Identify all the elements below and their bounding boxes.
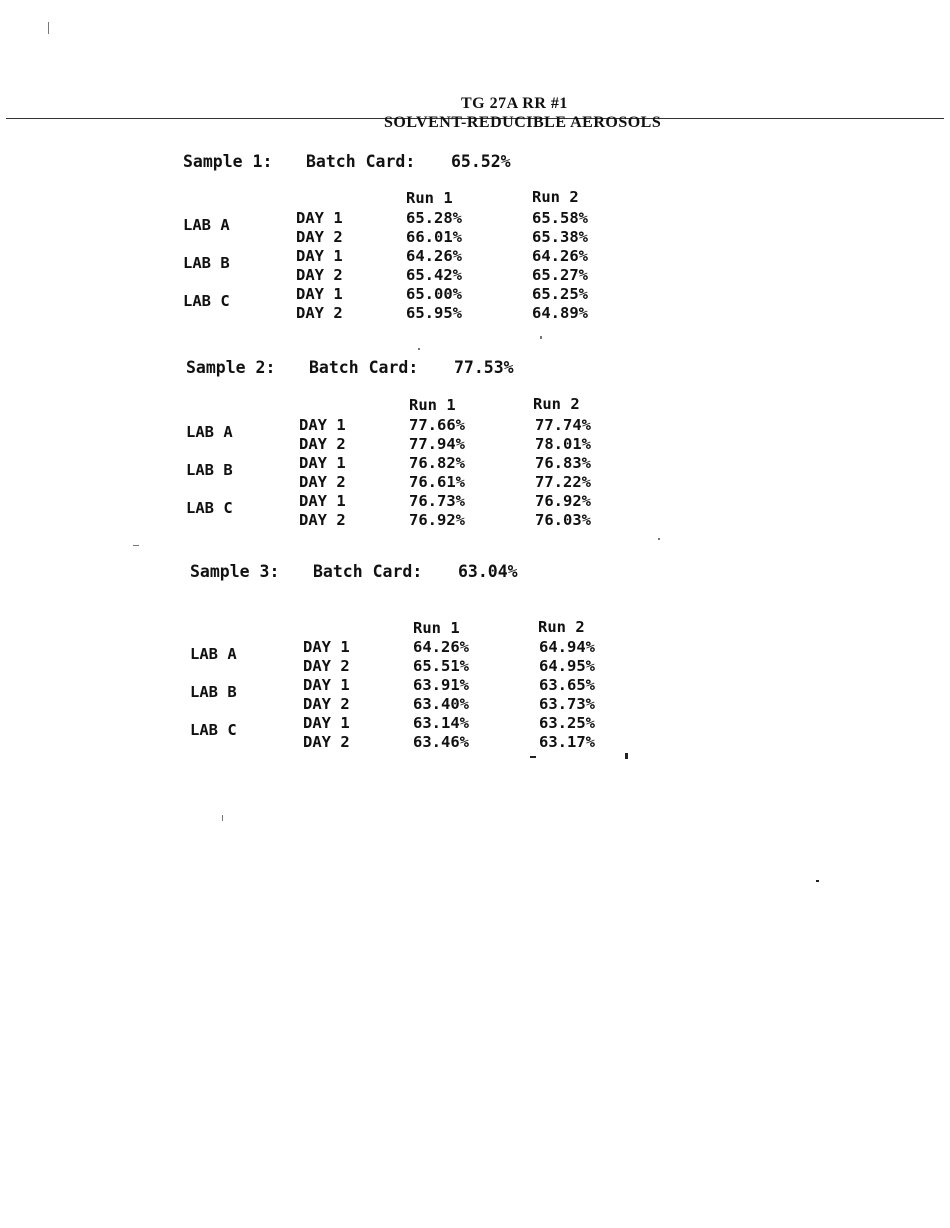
run-2-value: 65.58% — [532, 209, 588, 227]
scan-speck — [133, 545, 139, 546]
scan-speck — [530, 756, 536, 758]
sample-3-label: Sample 3: — [190, 562, 280, 581]
sample-2-batch-value: 77.53% — [454, 358, 514, 377]
day-label: DAY 1 — [296, 247, 343, 265]
run-2-value: 63.25% — [539, 714, 595, 732]
run-2-value: 65.25% — [532, 285, 588, 303]
table-row — [186, 511, 706, 530]
day-label: DAY 1 — [299, 416, 346, 434]
run-1-value: 64.26% — [406, 247, 462, 265]
lab-label: LAB A — [186, 423, 233, 441]
day-label: DAY 2 — [303, 657, 350, 675]
day-label: DAY 2 — [296, 266, 343, 284]
day-label: DAY 1 — [296, 209, 343, 227]
run-2-value: 76.83% — [535, 454, 591, 472]
table-row — [190, 714, 710, 739]
sample-1-header — [183, 152, 511, 171]
lab-label: LAB A — [183, 216, 230, 234]
run-1-value: 65.51% — [413, 657, 469, 675]
run-1-value: 64.26% — [413, 638, 469, 656]
day-label: DAY 1 — [299, 454, 346, 472]
day-label: DAY 1 — [303, 714, 350, 732]
table-row — [183, 266, 703, 285]
table-row — [190, 695, 710, 714]
run-1-value: 63.91% — [413, 676, 469, 694]
day-label: DAY 2 — [299, 473, 346, 491]
run-1-value: 77.66% — [409, 416, 465, 434]
scan-speck — [816, 880, 819, 882]
run-2-value: 65.38% — [532, 228, 588, 246]
table-row — [183, 228, 703, 247]
run-2-value: 65.27% — [532, 266, 588, 284]
run-1-value: 77.94% — [409, 435, 465, 453]
table-row — [190, 638, 710, 663]
document-subtitle: SOLVENT-REDUCIBLE AEROSOLS — [384, 114, 662, 131]
table-row — [183, 285, 703, 310]
run-1-value: 76.73% — [409, 492, 465, 510]
sample-1-run-1-header: Run 1 — [406, 189, 453, 207]
scan-speck — [418, 348, 420, 350]
sample-3-header — [190, 562, 518, 581]
sample-2-label: Sample 2: — [186, 358, 276, 377]
table-row — [190, 676, 710, 701]
run-1-value: 65.00% — [406, 285, 462, 303]
run-1-value: 76.82% — [409, 454, 465, 472]
run-2-value: 64.95% — [539, 657, 595, 675]
table-row — [183, 247, 703, 272]
lab-label: LAB C — [186, 499, 233, 517]
lab-label: LAB C — [183, 292, 230, 310]
table-row — [186, 454, 706, 479]
sample-2-run-2-header: Run 2 — [533, 395, 580, 413]
lab-label: LAB B — [190, 683, 237, 701]
sample-3-run-1-header: Run 1 — [413, 619, 460, 637]
sample-2-run-1-header: Run 1 — [409, 396, 456, 414]
scan-speck — [48, 22, 49, 34]
day-label: DAY 2 — [296, 228, 343, 246]
run-2-value: 63.17% — [539, 733, 595, 751]
scan-speck — [222, 815, 223, 821]
run-1-value: 65.95% — [406, 304, 462, 322]
sample-1-label: Sample 1: — [183, 152, 273, 171]
sample-1-batch-label: Batch Card: — [306, 152, 416, 171]
lab-label: LAB B — [186, 461, 233, 479]
run-1-value: 63.14% — [413, 714, 469, 732]
day-label: DAY 1 — [299, 492, 346, 510]
lab-label: LAB B — [183, 254, 230, 272]
table-row — [186, 473, 706, 492]
run-1-value: 76.92% — [409, 511, 465, 529]
sample-3-run-2-header: Run 2 — [538, 618, 585, 636]
sample-1-batch-value: 65.52% — [451, 152, 511, 171]
sample-2-batch-label: Batch Card: — [309, 358, 419, 377]
lab-label: LAB A — [190, 645, 237, 663]
day-label: DAY 1 — [303, 676, 350, 694]
run-2-value: 63.73% — [539, 695, 595, 713]
table-row — [190, 733, 710, 752]
day-label: DAY 1 — [303, 638, 350, 656]
day-label: DAY 2 — [299, 435, 346, 453]
run-2-value: 64.89% — [532, 304, 588, 322]
table-row — [186, 416, 706, 441]
run-2-value: 63.65% — [539, 676, 595, 694]
table-row — [186, 492, 706, 517]
table-row — [183, 209, 703, 234]
sample-2-header — [186, 358, 514, 377]
sample-3-batch-value: 63.04% — [458, 562, 518, 581]
run-2-value: 76.92% — [535, 492, 591, 510]
run-2-value: 77.74% — [535, 416, 591, 434]
sample-1-run-2-header: Run 2 — [532, 188, 579, 206]
day-label: DAY 2 — [303, 733, 350, 751]
day-label: DAY 1 — [296, 285, 343, 303]
run-1-value: 66.01% — [406, 228, 462, 246]
scan-speck — [658, 538, 660, 540]
run-2-value: 64.94% — [539, 638, 595, 656]
run-2-value: 64.26% — [532, 247, 588, 265]
run-2-value: 77.22% — [535, 473, 591, 491]
table-row — [186, 435, 706, 454]
table-row — [183, 304, 703, 323]
scan-speck — [625, 753, 628, 759]
table-row — [190, 657, 710, 676]
run-2-value: 78.01% — [535, 435, 591, 453]
run-1-value: 76.61% — [409, 473, 465, 491]
run-1-value: 65.42% — [406, 266, 462, 284]
day-label: DAY 2 — [299, 511, 346, 529]
lab-label: LAB C — [190, 721, 237, 739]
run-1-value: 65.28% — [406, 209, 462, 227]
scan-speck — [540, 336, 542, 339]
day-label: DAY 2 — [303, 695, 350, 713]
run-2-value: 76.03% — [535, 511, 591, 529]
sample-3-batch-label: Batch Card: — [313, 562, 423, 581]
document-title: TG 27A RR #1 — [461, 95, 568, 112]
run-1-value: 63.46% — [413, 733, 469, 751]
run-1-value: 63.40% — [413, 695, 469, 713]
day-label: DAY 2 — [296, 304, 343, 322]
